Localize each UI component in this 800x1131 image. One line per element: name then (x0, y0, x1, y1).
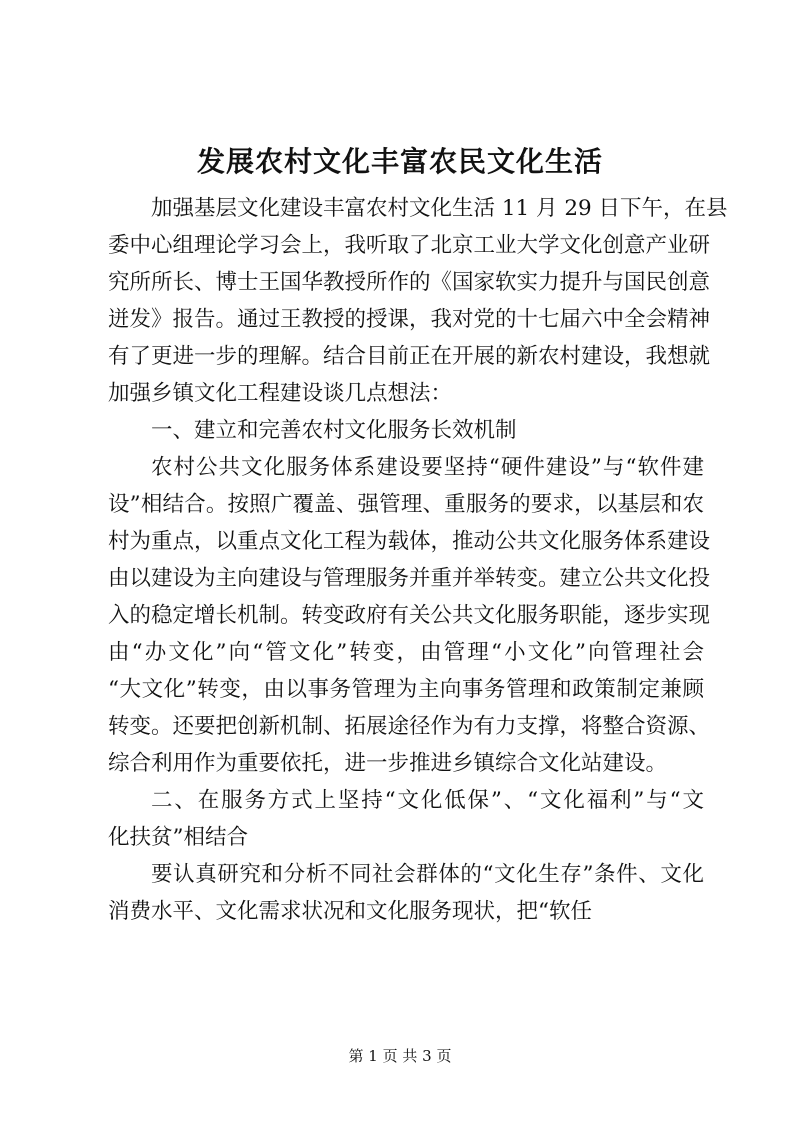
paragraph-line: 村为重点，以重点文化工程为载体，推动公共文化服务体系建设 (108, 529, 711, 554)
paragraph-line: 有了更进一步的理解。结合目前正在开展的新农村建设，我想就 (108, 344, 711, 369)
body-text (108, 190, 728, 930)
paragraph-line: 加强乡镇文化工程建设谈几点想法： (108, 381, 453, 406)
paragraph-line: “大文化”转变，由以事务管理为主向事务管理和政策制定兼顾 (108, 677, 704, 702)
paragraph-line: 农村公共文化服务体系建设要坚持“硬件建设”与“软件建 (151, 455, 704, 480)
section-heading: 化扶贫”相结合 (108, 825, 248, 850)
paragraph-line: 加强基层文化建设丰富农村文化生活 11 月 29 日下午，在县 (151, 196, 728, 221)
section-heading: 一、建立和完善农村文化服务长效机制 (151, 418, 517, 443)
paragraph-line: 要认真研究和分析不同社会群体的“文化生存”条件、文化 (151, 862, 704, 887)
paragraph-line: 设”相结合。按照广覆盖、强管理、重服务的要求，以基层和农 (108, 492, 704, 517)
paragraph-line: 转变。还要把创新机制、拓展途径作为有力支撑，将整合资源、 (108, 714, 711, 739)
page-title: 发展农村文化丰富农民文化生活 (196, 145, 603, 178)
paragraph-line: 综合利用作为重要依托，进一步推进乡镇综合文化站建设。 (108, 751, 668, 776)
paragraph-line: 由以建设为主向建设与管理服务并重并举转变。建立公共文化投 (108, 566, 711, 591)
paragraph-line: 究所所长、博士王国华教授所作的《国家软实力提升与国民创意 (108, 270, 711, 295)
paragraph-line: 迸发》报告。通过王教授的授课，我对党的十七届六中全会精神 (108, 307, 711, 332)
page-footer: 第 1 页 共 3 页 (348, 1047, 452, 1065)
paragraph-line: 入的稳定增长机制。转变政府有关公共文化服务职能，逐步实现 (108, 603, 711, 628)
section-heading: 二、在服务方式上坚持“文化低保”、“文化福利”与“文 (151, 788, 704, 813)
paragraph-line: 委中心组理论学习会上，我听取了北京工业大学文化创意产业研 (108, 233, 711, 258)
paragraph-line: 消费水平、文化需求状况和文化服务现状，把“软任 (108, 899, 592, 924)
paragraph-line: 由“办文化”向“管文化”转变，由管理“小文化”向管理社会 (108, 640, 704, 665)
